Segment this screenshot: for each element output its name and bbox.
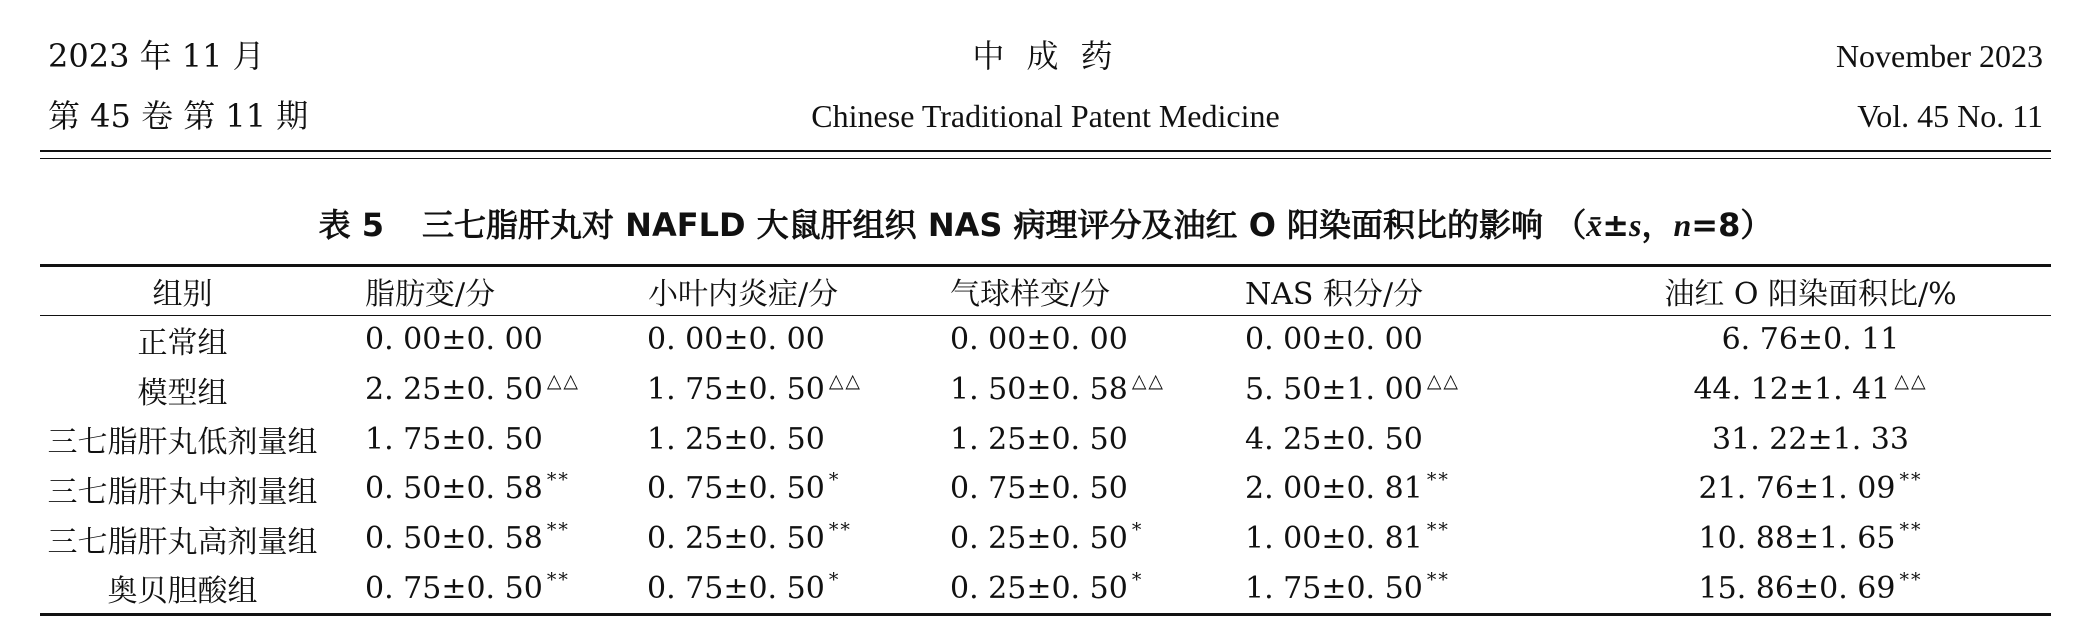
value-cell [1235,315,1570,365]
mean-sd-value: 1. 00±0. 81 [1245,521,1423,557]
header-issue-cn: 第 45 卷 第 11 期 [48,97,309,135]
column-header: 油红 O 阳染面积比/% [1664,277,1957,312]
mean-sd-value: 6. 76±0. 11 [1721,322,1900,358]
mean-sd-value: 0. 25±0. 50 [647,521,825,557]
significance-mark: ** [1426,469,1450,492]
significance-mark: * [1131,519,1144,542]
stat-close-paren: ） [1740,206,1773,244]
value-cell [1235,464,1570,514]
table-row [40,365,2051,415]
value-cell [625,514,930,564]
value-cell [325,464,625,514]
column-header: 气球样变/分 [950,277,1111,312]
group-name-cell: 三七脂肝丸高剂量组 [47,524,318,560]
value-cell [1235,414,1570,464]
column-header: 小叶内炎症/分 [648,277,839,312]
stat-open-paren: （ [1554,206,1587,244]
mean-sd-value: 1. 25±0. 50 [647,421,825,457]
table-number: 表 5 [318,206,385,244]
journal-title-en: Chinese Traditional Patent Medicine [811,98,1280,134]
significance-mark: ** [1899,568,1923,591]
group-name-cell: 三七脂肝丸中剂量组 [47,474,318,510]
table-row [40,414,2051,464]
table-header-row [40,267,2051,315]
mean-sd-value: 1. 50±0. 58 [950,372,1128,408]
mean-sd-value: 0. 00±0. 00 [950,322,1128,358]
stat-mean-symbol: x̄ [1586,207,1603,243]
mean-sd-value: 0. 00±0. 00 [365,322,543,358]
significance-mark: * [1131,568,1144,591]
mean-sd-value: 1. 75±0. 50 [365,421,543,457]
stat-separator: ， [1641,206,1674,244]
significance-mark: ** [1426,568,1450,591]
group-name-cell: 正常组 [137,325,228,361]
value-cell [325,414,625,464]
value-cell [1235,563,1570,613]
significance-mark: ** [546,469,570,492]
value-cell [625,315,930,365]
value-cell [930,365,1235,415]
mean-sd-value: 0. 00±0. 00 [647,322,825,358]
mean-sd-value: 31. 22±1. 33 [1712,421,1909,457]
mean-sd-value: 44. 12±1. 41 [1693,372,1891,408]
value-cell [1570,563,2051,613]
mean-sd-value: 0. 75±0. 50 [647,570,825,606]
significance-mark: ** [546,519,570,542]
significance-mark: ** [1426,519,1450,542]
stat-n-symbol: n [1673,207,1692,243]
value-cell [325,514,625,564]
column-header: 脂肪变/分 [365,277,496,312]
mean-sd-value: 1. 25±0. 50 [950,421,1128,457]
header-rule-thick [40,150,2051,152]
significance-mark: ** [828,519,852,542]
mean-sd-value: 0. 50±0. 58 [365,521,543,557]
value-cell [930,414,1235,464]
value-cell [1235,514,1570,564]
mean-sd-value: 2. 00±0. 81 [1245,471,1423,507]
stat-n-value: =8 [1691,206,1741,244]
column-header: NAS 积分/分 [1245,277,1424,312]
significance-mark: ** [546,568,570,591]
value-cell [930,464,1235,514]
significance-mark: △△ [1894,370,1928,393]
value-cell [1570,464,2051,514]
value-cell [625,464,930,514]
significance-mark: ** [1899,469,1923,492]
value-cell [930,563,1235,613]
header-date-en: November 2023 [1835,38,2043,74]
mean-sd-value: 4. 25±0. 50 [1245,421,1423,457]
table-row [40,563,2051,613]
significance-mark: △△ [828,370,863,393]
value-cell [1570,514,2051,564]
value-cell [1570,365,2051,415]
significance-mark: △△ [546,370,581,393]
value-cell [325,365,625,415]
mean-sd-value: 0. 50±0. 58 [365,471,543,507]
group-name-cell: 三七脂肝丸低剂量组 [47,425,318,461]
value-cell [1235,365,1570,415]
value-cell [625,365,930,415]
column-header: 组别 [152,277,213,312]
stat-plus-minus: ± [1602,206,1630,244]
value-cell [325,315,625,365]
value-cell [1570,414,2051,464]
mean-sd-value: 0. 75±0. 50 [950,471,1128,507]
value-cell [325,563,625,613]
group-name-cell: 模型组 [137,375,228,411]
value-cell [625,563,930,613]
table-title: 三七脂肝丸对 NAFLD 大鼠肝组织 NAS 病理评分及油红 O 阳染面积比的影响 [422,206,1544,244]
table-row [40,514,2051,564]
mean-sd-value: 0. 75±0. 50 [365,570,543,606]
table-bottom-rule [40,613,2051,616]
mean-sd-value: 2. 25±0. 50 [365,372,543,408]
value-cell [1570,315,2051,365]
significance-mark: △△ [1426,370,1461,393]
header-date-cn: 2023 年 11 月 [48,37,265,75]
value-cell [930,315,1235,365]
value-cell [625,414,930,464]
significance-mark: * [828,568,841,591]
table-row [40,464,2051,514]
significance-mark: △△ [1131,370,1166,393]
mean-sd-value: 10. 88±1. 65 [1698,521,1896,557]
table-body [40,315,2051,613]
significance-mark: * [828,469,841,492]
header-rule-thin [40,158,2051,159]
mean-sd-value: 21. 76±1. 09 [1698,471,1896,507]
value-cell [930,514,1235,564]
mean-sd-value: 1. 75±0. 50 [1245,570,1423,606]
stat-sd-symbol: s [1629,207,1642,243]
mean-sd-value: 15. 86±0. 69 [1698,570,1896,606]
table-row [40,315,2051,365]
group-name-cell: 奥贝胆酸组 [107,574,258,610]
mean-sd-value: 0. 00±0. 00 [1245,322,1423,358]
mean-sd-value: 0. 25±0. 50 [950,521,1128,557]
header-issue-en: Vol. 45 No. 11 [1857,98,2043,134]
mean-sd-value: 1. 75±0. 50 [647,372,825,408]
mean-sd-value: 0. 75±0. 50 [647,471,825,507]
mean-sd-value: 5. 50±1. 00 [1245,372,1423,408]
results-table [40,267,2051,613]
table-caption [0,205,2091,245]
mean-sd-value: 0. 25±0. 50 [950,570,1128,606]
significance-mark: ** [1899,519,1923,542]
journal-title-cn: 中 成 药 [972,37,1119,75]
